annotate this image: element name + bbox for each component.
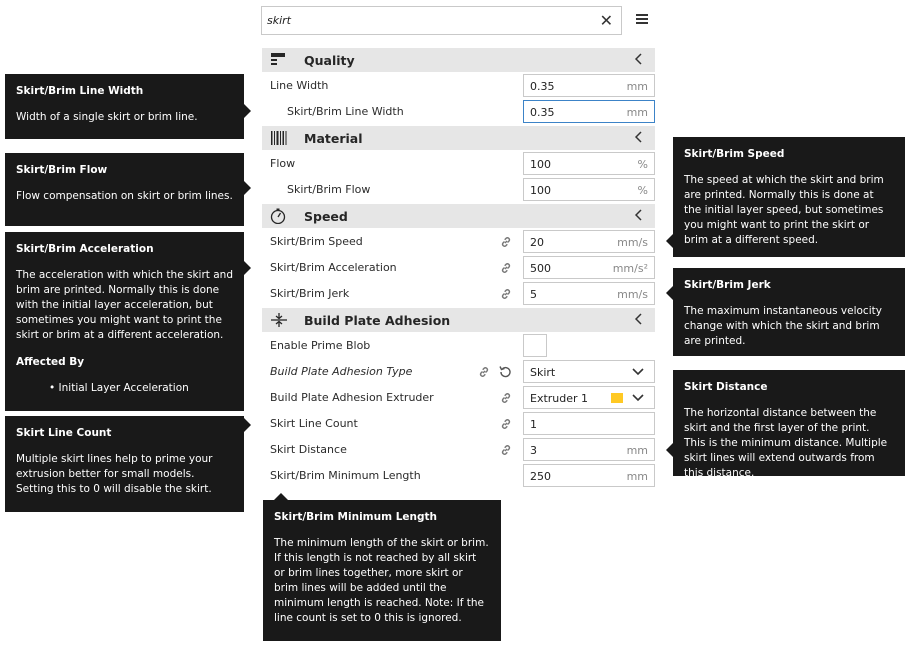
setting-row-skirt-distance [262,437,655,463]
setting-label: Flow [270,157,296,170]
field-value: 500 [530,262,551,275]
setting-row-adhesion-extruder [262,385,655,411]
tooltip-pointer [666,286,673,300]
chevron-down-icon [632,394,644,402]
field-value: 0.35 [530,106,555,119]
tooltip-skirt-acceleration [5,232,244,411]
setting-row-adhesion-type [262,359,655,385]
skirt-distance-input[interactable] [523,438,655,461]
setting-row-skirt-jerk [262,281,655,307]
setting-label: Skirt/Brim Jerk [270,287,350,300]
tooltip-pointer [244,104,251,118]
setting-row-skirt-flow [262,177,655,203]
skirt-jerk-input[interactable] [523,282,655,305]
setting-label: Skirt/Brim Minimum Length [270,469,421,482]
tooltip-body: Width of a single skirt or brim line. [16,111,198,123]
tooltip-body: The minimum length of the skirt or brim. If this length is not reached by all skirt or brim lines together, more skirt or brim lines will be added until the minimum length is reached. Note: If the line count is set to 0 this is ignored. [274,537,489,624]
field-value: 5 [530,288,537,301]
tooltip-body: The horizontal distance between the skirt and the first layer of the print. This is the minimum distance. Multiple skirt lines will extend outwards from this distance. [684,407,888,479]
speed-icon [270,208,288,224]
field-value: 1 [530,418,537,431]
skirt-min-length-input[interactable] [523,464,655,487]
field-unit: mm/s [617,236,648,249]
tooltip-skirt-line-count [5,416,244,512]
skirt-acceleration-input[interactable] [523,256,655,279]
tooltip-pointer [666,443,673,457]
setting-label: Skirt Distance [270,443,347,456]
field-unit: mm [626,470,648,483]
chevron-left-icon[interactable] [634,209,643,221]
tooltip-title: Skirt/Brim Flow [16,164,108,176]
tooltip-title: Skirt Line Count [16,427,112,439]
material-icon [270,130,288,146]
field-unit: mm [626,444,648,457]
adhesion-extruder-dropdown[interactable] [523,386,655,409]
tooltip-body: Flow compensation on skirt or brim lines. [16,190,233,202]
settings-search-field[interactable] [261,6,622,35]
dropdown-value: Extruder 1 [530,392,589,405]
category-material[interactable] [262,126,655,150]
tooltip-skirt-speed [673,137,905,257]
prime-blob-checkbox[interactable] [523,334,547,357]
field-value: 100 [530,158,551,171]
tooltip-body: Multiple skirt lines help to prime your extrusion better for small models. Setting this to 0 will disable the skirt. [16,453,213,495]
tooltip-title: Skirt/Brim Minimum Length [274,511,437,523]
settings-menu-icon[interactable] [636,14,648,26]
reset-icon[interactable] [498,365,512,379]
flow-input[interactable] [523,152,655,175]
chevron-down-icon [632,368,644,376]
setting-label: Skirt/Brim Flow [287,183,371,196]
setting-label: Skirt/Brim Acceleration [270,261,397,274]
link-icon[interactable] [500,288,512,300]
adhesion-type-dropdown[interactable] [523,360,655,383]
setting-row-line-width [262,73,655,99]
category-material-label: Material [304,131,363,146]
link-icon[interactable] [500,392,512,404]
setting-label: Line Width [270,79,329,92]
field-unit: mm/s² [612,262,648,275]
field-unit: % [637,158,648,171]
category-speed-label: Speed [304,209,348,224]
adhesion-icon [270,312,288,328]
tooltip-body: The speed at which the skirt and brim are printed. Normally this is done at the initial layer speed, but sometimes you might want to print the skirt or brim at a different speed. [684,174,884,246]
tooltip-skirt-min-length [263,500,501,641]
search-input-text[interactable]: skirt [267,14,291,27]
field-unit: % [637,184,648,197]
tooltip-title: Skirt/Brim Jerk [684,279,771,291]
tooltip-title: Skirt Distance [684,381,768,393]
setting-label: Skirt/Brim Speed [270,235,363,248]
link-icon[interactable] [500,236,512,248]
field-unit: mm [626,80,648,93]
category-quality[interactable] [262,48,655,72]
category-speed[interactable] [262,204,655,228]
chevron-left-icon[interactable] [634,53,643,65]
link-icon[interactable] [500,444,512,456]
tooltip-skirt-line-width [5,74,244,139]
line-width-input[interactable] [523,74,655,97]
field-value: 3 [530,444,537,457]
setting-row-flow [262,151,655,177]
skirt-speed-input[interactable] [523,230,655,253]
tooltip-pointer [244,181,251,195]
link-icon[interactable] [500,262,512,274]
field-value: 0.35 [530,80,555,93]
link-icon[interactable] [500,418,512,430]
chevron-left-icon[interactable] [634,313,643,325]
tooltip-pointer [274,493,288,500]
setting-label: Build Plate Adhesion Type [270,365,413,378]
clear-search-icon[interactable]: ✕ [599,11,613,30]
setting-row-skirt-acceleration [262,255,655,281]
tooltip-title: Skirt/Brim Line Width [16,85,144,97]
tooltip-body: The acceleration with which the skirt and brim are printed. Normally this is done with the initial layer acceleration, but sometimes you might want to print the skirt or brim at a different acceleration. [16,269,233,341]
category-adhesion-label: Build Plate Adhesion [304,313,451,328]
setting-row-skirt-line-count [262,411,655,437]
link-icon[interactable] [478,366,490,378]
setting-row-prime-blob [262,333,655,359]
setting-label: Skirt/Brim Line Width [287,105,404,118]
field-value: 100 [530,184,551,197]
skirt-line-width-input[interactable] [523,100,655,123]
tooltip-title: Skirt/Brim Acceleration [16,243,154,255]
tooltip-affected-title: Affected By [16,356,85,368]
tooltip-skirt-distance [673,370,905,479]
tooltip-skirt-flow [5,153,244,226]
skirt-line-count-input[interactable] [523,412,655,435]
setting-label: Skirt Line Count [270,417,358,430]
setting-row-skirt-line-width [262,99,655,125]
tooltip-pointer [666,234,673,248]
tooltip-pointer [244,261,251,275]
tooltip-affected-item: • Initial Layer Acceleration [49,382,189,394]
setting-label: Build Plate Adhesion Extruder [270,391,434,404]
quality-icon [270,52,288,68]
category-build-plate-adhesion[interactable] [262,308,655,332]
field-value: 20 [530,236,544,249]
tooltip-pointer [244,418,251,432]
tooltip-body: The maximum instantaneous velocity change with which the skirt and brim are printed. [684,305,882,347]
extruder-color-swatch [611,393,623,403]
chevron-left-icon[interactable] [634,131,643,143]
field-unit: mm/s [617,288,648,301]
tooltip-skirt-jerk [673,268,905,356]
setting-row-skirt-speed [262,229,655,255]
field-value: 250 [530,470,551,483]
category-quality-label: Quality [304,53,355,68]
setting-row-skirt-min-length [262,463,655,489]
setting-label: Enable Prime Blob [270,339,371,352]
field-unit: mm [626,106,648,119]
dropdown-value: Skirt [530,366,556,379]
skirt-flow-input[interactable] [523,178,655,201]
tooltip-title: Skirt/Brim Speed [684,148,785,160]
